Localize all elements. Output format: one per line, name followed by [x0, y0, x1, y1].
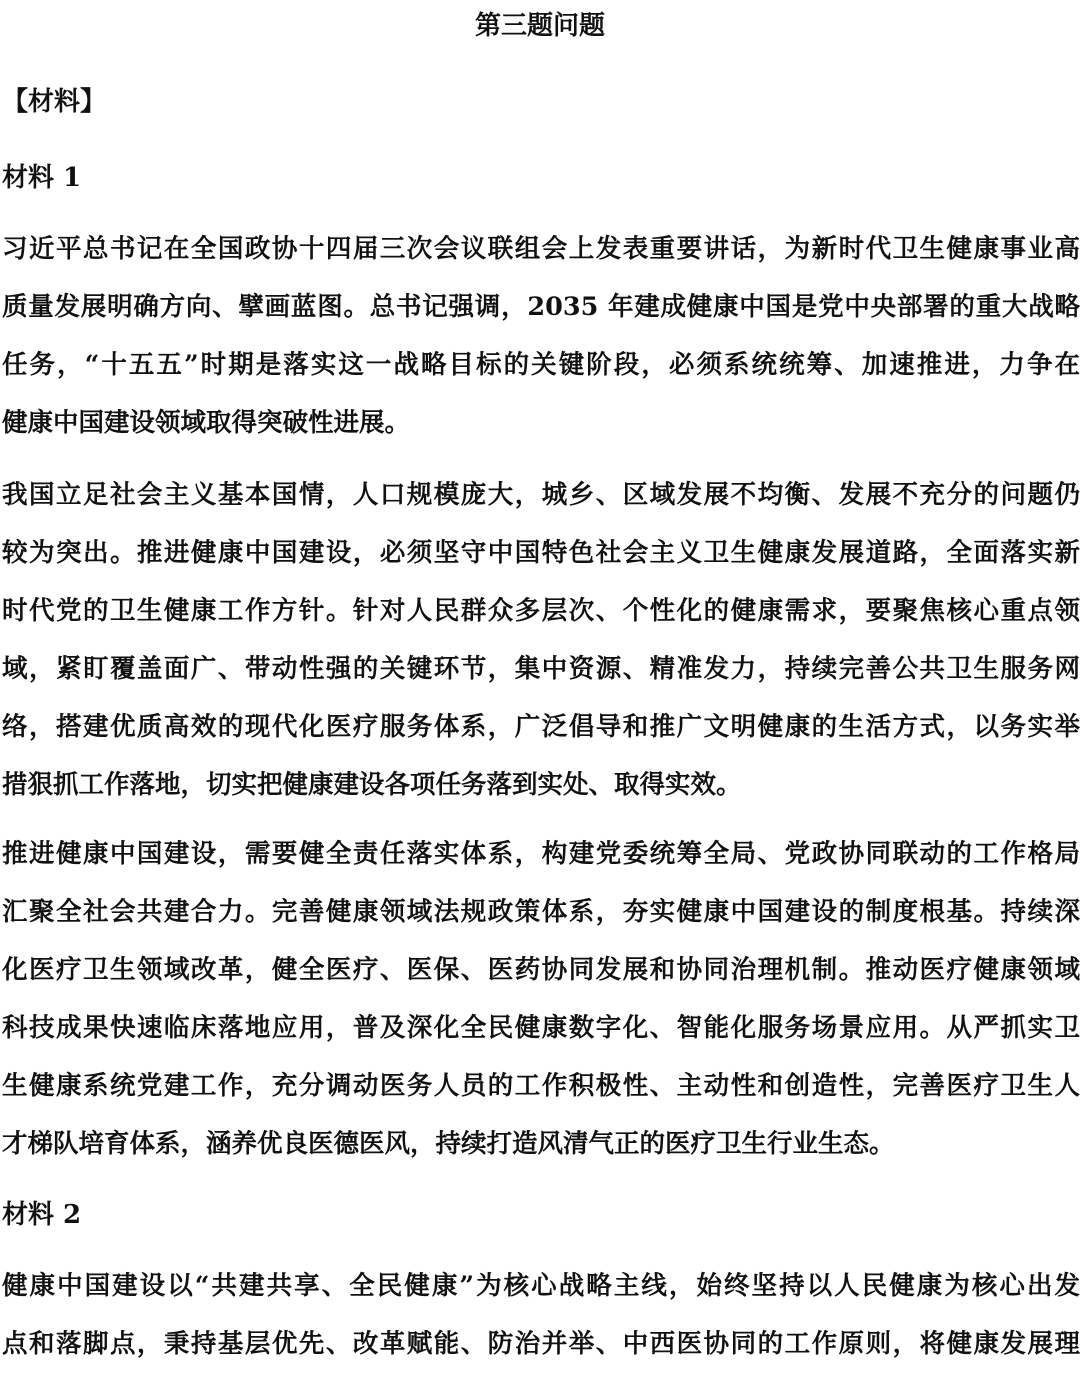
paragraph-line: 推进健康中国建设，需要健全责任落实体系，构建党委统筹全局、党政协同联动的工作格局 [2, 839, 1080, 869]
paragraph-line: 措狠抓工作落地，切实把健康建设各项任务落到实处、取得实效。 [2, 770, 742, 800]
material-1-paragraph-2 [2, 466, 1080, 814]
paragraph-line: 健康中国建设以“共建共享、全民健康”为核心战略主线，始终坚持以人民健康为核心出发 [2, 1271, 1080, 1301]
paragraph-line: 生健康系统党建工作，充分调动医务人员的工作积极性、主动性和创造性，完善医疗卫生人 [2, 1071, 1080, 1101]
paragraph-line: 任务，“十五五”时期是落实这一战略目标的关键阶段，必须系统统筹、加速推进，力争在 [2, 350, 1080, 380]
material-2-paragraph-1 [2, 1257, 1080, 1373]
paragraph-line: 我国立足社会主义基本国情，人口规模庞大，城乡、区域发展不均衡、发展不充分的问题仍 [2, 480, 1080, 510]
paragraph-line: 络，搭建优质高效的现代化医疗服务体系，广泛倡导和推广文明健康的生活方式，以务实举 [2, 712, 1080, 742]
paragraph-line: 时代党的卫生健康工作方针。针对人民群众多层次、个性化的健康需求，要聚焦核心重点领 [2, 596, 1080, 626]
section-heading: 【材料】 [2, 87, 107, 117]
paragraph-line: 点和落脚点，秉持基层优先、改革赋能、防治并举、中西医协同的工作原则，将健康发展理 [2, 1329, 1080, 1359]
paragraph-line: 才梯队培育体系，涵养优良医德医风，持续打造风清气正的医疗卫生行业生态。 [2, 1129, 895, 1159]
paragraph-line: 化医疗卫生领域改革，健全医疗、医保、医药协同发展和协同治理机制。推动医疗健康领域 [2, 955, 1080, 985]
paragraph-line: 科技成果快速临床落地应用，普及深化全民健康数字化、智能化服务场景应用。从严抓实卫 [2, 1013, 1080, 1043]
paragraph-line: 域，紧盯覆盖面广、带动性强的关键环节，集中资源、精准发力，持续完善公共卫生服务网 [2, 654, 1080, 684]
material-2-heading: 材料 2 [2, 1200, 82, 1230]
paragraph-line: 较为突出。推进健康中国建设，必须坚守中国特色社会主义卫生健康发展道路，全面落实新 [2, 538, 1080, 568]
material-1-heading: 材料 1 [2, 163, 82, 193]
paragraph-line: 汇聚全社会共建合力。完善健康领域法规政策体系，夯实健康中国建设的制度根基。持续深 [2, 897, 1080, 927]
paragraph-line: 习近平总书记在全国政协十四届三次会议联组会上发表重要讲话，为新时代卫生健康事业高 [2, 234, 1080, 264]
paragraph-line: 质量发展明确方向、擘画蓝图。总书记强调，2035 年建成健康中国是党中央部署的重大战略 [2, 292, 1080, 322]
paragraph-line: 健康中国建设领域取得突破性进展。 [2, 408, 411, 438]
material-1-paragraph-1 [2, 220, 1080, 452]
material-1-paragraph-3 [2, 825, 1080, 1173]
page-title: 第三题问题 [474, 11, 605, 41]
